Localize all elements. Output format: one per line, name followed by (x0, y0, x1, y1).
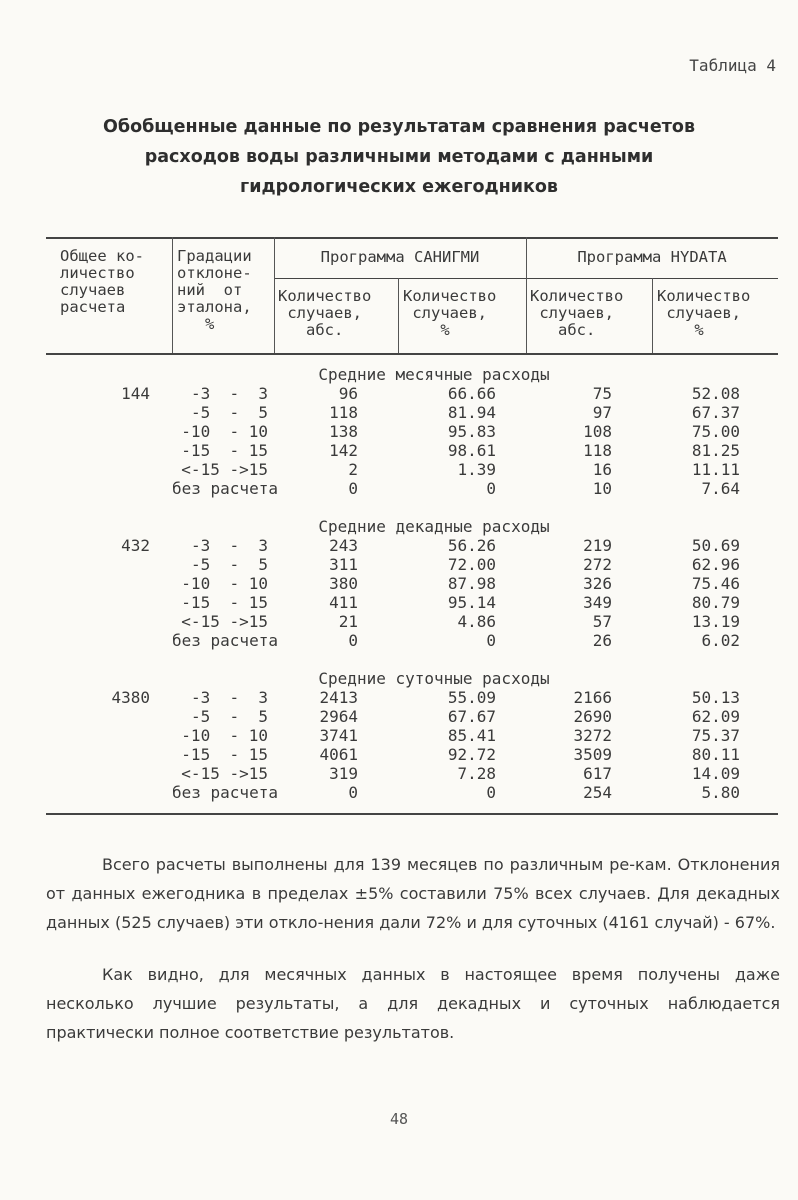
sanigmi-abs-cell: 0 (348, 479, 358, 498)
section-title: Средние суточные расходы (318, 669, 550, 688)
hydata-abs-cell: 272 (583, 555, 612, 574)
hydata-abs-cell: 3272 (573, 726, 612, 745)
total-cases-cell: 432 (121, 536, 150, 555)
gradation-cell: -10 - 10 (181, 574, 268, 593)
hydata-pct-cell: 5.80 (701, 783, 740, 802)
hydata-abs-cell: 108 (583, 422, 612, 441)
hydata-pct-cell: 62.96 (691, 555, 740, 574)
sanigmi-abs-cell: 96 (338, 384, 358, 403)
title-line: расходов воды различными методами с данными (144, 147, 654, 167)
sanigmi-abs-cell: 0 (348, 631, 358, 650)
gradation-cell: -5 - 5 (190, 555, 268, 574)
header-total-cases: Общее ко- личество случаев расчета (60, 247, 144, 316)
total-cases-cell: 4380 (111, 688, 150, 707)
hydata-abs-cell: 97 (592, 403, 612, 422)
hydata-abs-cell: 26 (592, 631, 612, 650)
table-row (46, 574, 778, 593)
gradation-cell: без расчета (172, 479, 278, 498)
sanigmi-pct-cell: 66.66 (447, 384, 496, 403)
paragraph (46, 850, 780, 937)
table-title (0, 112, 798, 202)
table-row (46, 764, 778, 783)
hydata-abs-cell: 2166 (573, 688, 612, 707)
title-line: Обобщенные данные по результатам сравнения расчетов (102, 117, 696, 137)
hydata-abs-cell: 254 (583, 783, 612, 802)
sanigmi-abs-cell: 311 (329, 555, 358, 574)
hydata-pct-cell: 11.11 (691, 460, 740, 479)
table-row (46, 783, 778, 802)
sanigmi-abs-cell: 4061 (319, 745, 358, 764)
hydata-pct-cell: 80.11 (691, 745, 740, 764)
sanigmi-pct-cell: 56.26 (447, 536, 496, 555)
table-bottom-rule (46, 813, 778, 815)
column-divider (398, 278, 399, 353)
sanigmi-pct-cell: 72.00 (447, 555, 496, 574)
sanigmi-abs-cell: 2 (348, 460, 358, 479)
sanigmi-pct-cell: 0 (486, 783, 496, 802)
total-cases-cell: 144 (121, 384, 150, 403)
gradation-cell: -10 - 10 (181, 726, 268, 745)
header-sanigmi: Программа САНИГМИ (320, 248, 480, 266)
table-row (46, 403, 778, 422)
table-label: Таблица 4 (689, 56, 776, 75)
sanigmi-pct-cell: 55.09 (447, 688, 496, 707)
hydata-abs-cell: 617 (583, 764, 612, 783)
header-gradations: Градации отклоне- ний от эталона, % (177, 247, 252, 333)
sanigmi-pct-cell: 95.83 (447, 422, 496, 441)
table-row (46, 745, 778, 764)
hydata-abs-cell: 16 (592, 460, 612, 479)
sanigmi-pct-cell: 7.28 (457, 764, 496, 783)
sanigmi-abs-cell: 3741 (319, 726, 358, 745)
gradation-cell: -3 - 3 (190, 688, 268, 707)
hydata-abs-cell: 118 (583, 441, 612, 460)
hydata-pct-cell: 62.09 (691, 707, 740, 726)
header-hydata-abs: Количество случаев, абс. (530, 287, 624, 339)
gradation-cell: -15 - 15 (181, 745, 268, 764)
paragraph-text: Как видно, для месячных данных в настоящее время получены даже несколько лучшие результаты, а для декадных и суточных наблюдается практически полное соответствие результатов. (46, 965, 780, 1042)
sanigmi-abs-cell: 0 (348, 783, 358, 802)
sanigmi-abs-cell: 118 (329, 403, 358, 422)
gradation-cell: -3 - 3 (190, 384, 268, 403)
sanigmi-pct-cell: 67.67 (447, 707, 496, 726)
hydata-pct-cell: 75.46 (691, 574, 740, 593)
table-row (46, 612, 778, 631)
header-sanigmi-pct: Количество случаев, % (403, 287, 497, 339)
paragraph (46, 960, 780, 1047)
hydata-abs-cell: 326 (583, 574, 612, 593)
sanigmi-pct-cell: 1.39 (457, 460, 496, 479)
sanigmi-pct-cell: 81.94 (447, 403, 496, 422)
hydata-pct-cell: 7.64 (701, 479, 740, 498)
column-divider (652, 278, 653, 353)
gradation-cell: <-15 ->15 (181, 612, 268, 631)
gradation-cell: -5 - 5 (190, 707, 268, 726)
sanigmi-abs-cell: 243 (329, 536, 358, 555)
hydata-pct-cell: 6.02 (701, 631, 740, 650)
sanigmi-abs-cell: 380 (329, 574, 358, 593)
hydata-abs-cell: 75 (592, 384, 612, 403)
hydata-abs-cell: 2690 (573, 707, 612, 726)
table-row (46, 479, 778, 498)
hydata-pct-cell: 80.79 (691, 593, 740, 612)
table-row (46, 441, 778, 460)
sanigmi-pct-cell: 92.72 (447, 745, 496, 764)
table-row (46, 726, 778, 745)
hydata-pct-cell: 81.25 (691, 441, 740, 460)
hydata-abs-cell: 219 (583, 536, 612, 555)
sanigmi-abs-cell: 319 (329, 764, 358, 783)
sanigmi-abs-cell: 142 (329, 441, 358, 460)
table-row (46, 422, 778, 441)
header-hydata-pct: Количество случаев, % (657, 287, 751, 339)
results-table (46, 237, 778, 815)
sanigmi-pct-cell: 85.41 (447, 726, 496, 745)
gradation-cell: -3 - 3 (190, 536, 268, 555)
sanigmi-abs-cell: 2413 (319, 688, 358, 707)
sanigmi-abs-cell: 411 (329, 593, 358, 612)
hydata-abs-cell: 3509 (573, 745, 612, 764)
gradation-cell: <-15 ->15 (181, 460, 268, 479)
table-row (46, 688, 778, 707)
paragraph-text: Всего расчеты выполнены для 139 месяцев по различным ре-кам. Отклонения от данных ежегодника в пределах ±5% составили 75% всех случаев. Для декадных данных (525 случаев) эти откло-нения дали 72% и для суточных (4161 случай) - 67%. (46, 855, 780, 932)
hydata-abs-cell: 349 (583, 593, 612, 612)
hydata-pct-cell: 75.37 (691, 726, 740, 745)
hydata-pct-cell: 14.09 (691, 764, 740, 783)
table-top-rule (46, 237, 778, 239)
hydata-abs-cell: 10 (592, 479, 612, 498)
hydata-abs-cell: 57 (592, 612, 612, 631)
gradation-cell: -5 - 5 (190, 403, 268, 422)
header-bottom-rule (46, 353, 778, 355)
hydata-pct-cell: 67.37 (691, 403, 740, 422)
table-row (46, 555, 778, 574)
sanigmi-abs-cell: 21 (338, 612, 358, 631)
sanigmi-pct-cell: 0 (486, 479, 496, 498)
gradation-cell: <-15 ->15 (181, 764, 268, 783)
page-number: 48 (389, 1110, 409, 1128)
section-title: Средние месячные расходы (318, 365, 550, 384)
sanigmi-abs-cell: 138 (329, 422, 358, 441)
sanigmi-pct-cell: 98.61 (447, 441, 496, 460)
title-line: гидрологических ежегодников (240, 177, 558, 197)
hydata-pct-cell: 50.13 (691, 688, 740, 707)
table-row (46, 460, 778, 479)
sanigmi-pct-cell: 4.86 (457, 612, 496, 631)
table-row (46, 593, 778, 612)
sanigmi-abs-cell: 2964 (319, 707, 358, 726)
column-divider (172, 237, 173, 353)
gradation-cell: -15 - 15 (181, 593, 268, 612)
table-row (46, 707, 778, 726)
gradation-cell: -15 - 15 (181, 441, 268, 460)
gradation-cell: без расчета (172, 631, 278, 650)
header-sanigmi-abs: Количество случаев, абс. (278, 287, 372, 339)
hydata-pct-cell: 75.00 (691, 422, 740, 441)
sanigmi-pct-cell: 0 (486, 631, 496, 650)
section-title: Средние декадные расходы (318, 517, 550, 536)
hydata-pct-cell: 13.19 (691, 612, 740, 631)
sanigmi-pct-cell: 95.14 (447, 593, 496, 612)
hydata-pct-cell: 50.69 (691, 536, 740, 555)
sanigmi-pct-cell: 87.98 (447, 574, 496, 593)
gradation-cell: -10 - 10 (181, 422, 268, 441)
table-row (46, 384, 778, 403)
hydata-pct-cell: 52.08 (691, 384, 740, 403)
table-row (46, 631, 778, 650)
gradation-cell: без расчета (172, 783, 278, 802)
table-row (46, 536, 778, 555)
header-hydata: Программа HYDATA (577, 248, 727, 266)
